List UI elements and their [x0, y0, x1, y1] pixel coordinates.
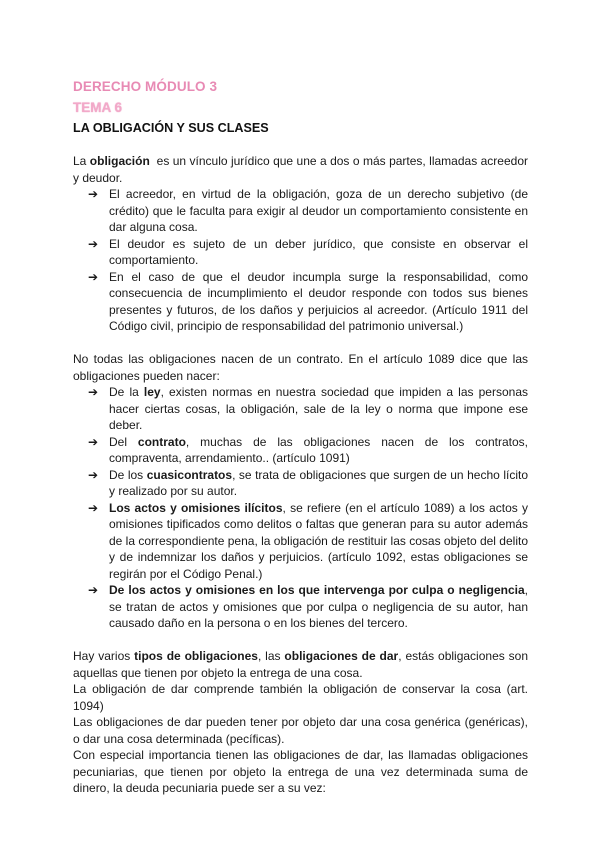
list-item: ➔ El deudor es sujeto de un deber jurídico, que consiste en observar el comportamiento. — [88, 236, 528, 267]
arrow-icon: ➔ — [88, 583, 99, 597]
types-paragraph: Hay varios tipos de obligaciones, las obligaciones de dar, estás obligaciones son aquellas que tienen por objeto la entrega de una cosa. — [73, 649, 528, 680]
paragraph: Con especial importancia tienen las obligaciones de dar, las llamadas obligaciones pecuniarias, que tienen por objeto la entrega de una vez determinada suma de dinero, la deuda pecuniaria puede ser a su vez: — [73, 748, 528, 795]
sources-intro-paragraph: No todas las obligaciones nacen de un contrato. En el artículo 1089 dice que las obligaciones pueden nacer: — [73, 352, 528, 383]
term-cuasicontratos: cuasicontratos — [146, 467, 233, 482]
list-item: ➔ Del contrato, muchas de las obligaciones nacen de los contratos, compraventa, arrendamiento.. (artículo 1091) — [88, 434, 528, 465]
list-item: ➔ De los cuasicontratos, se trata de obligaciones que surgen de un hecho lícito y realizado por su autor. — [88, 467, 528, 498]
sources-list — [73, 384, 528, 632]
term-contrato: contrato — [137, 434, 186, 449]
paragraph: La obligación de dar comprende también la obligación de conservar la cosa (art. 1094) — [73, 682, 528, 713]
list-item: ➔ Los actos y omisiones ilícitos, se refiere (en el artículo 1089) a los actos y omisiones tipificados como delitos o faltas que generan para su autor además de la correspondiente pena, la obligación de restituir las cosas objeto del delito y de indemnizar los daños y perjuicios. (artículo 1092, estas obligaciones se regirán por el Código Penal.) — [88, 500, 528, 581]
page-title: LA OBLIGACIÓN Y SUS CLASES — [73, 121, 269, 135]
list-item: ➔ El acreedor, en virtud de la obligación, goza de un derecho subjetivo (de crédito) que le faculta para exigir al deudor un comportamiento consistente en dar alguna cosa. — [88, 187, 528, 234]
arrow-icon: ➔ — [88, 434, 99, 449]
course-heading: DERECHO MÓDULO 3 — [73, 79, 218, 94]
list-item: ➔ De la ley, existen normas en nuestra sociedad que impiden a las personas hacer ciertas cosas, la obligación, sale de la ley o norma que impone ese deber. — [88, 385, 528, 432]
term-obligaciones-dar: obligaciones de dar — [284, 649, 399, 663]
arrow-icon: ➔ — [88, 467, 99, 482]
term-tipos-obligaciones: tipos de obligaciones — [134, 649, 258, 663]
term-actos-ilicitos: Los actos y omisiones ilícitos — [109, 500, 283, 515]
arrow-icon: ➔ — [88, 269, 99, 284]
arrow-icon: ➔ — [88, 500, 99, 515]
document-body — [73, 153, 528, 797]
arrow-icon: ➔ — [88, 187, 99, 201]
term-obligacion: obligación — [89, 154, 150, 168]
arrow-icon: ➔ — [88, 385, 99, 399]
list-item: ➔ En el caso de que el deudor incumpla surge la responsabilidad, como consecuencia de incumplimiento el deudor responde con todos sus bienes presentes y futuros, de los daños y perjuicios al acreedor. (Artículo 1911 del Código civil, principio de responsabilidad del patrimonio universal.) — [88, 269, 528, 333]
intro-paragraph: La obligación es un vínculo jurídico que une a dos o más partes, llamadas acreedor y deudor. — [73, 154, 528, 185]
arrow-icon: ➔ — [88, 236, 99, 251]
term-ley: ley — [143, 385, 161, 399]
term-culpa-negligencia: De los actos y omisiones en los que intervenga por culpa o negligencia — [109, 583, 525, 597]
intro-list — [73, 186, 528, 335]
tema-heading: TEMA 6 — [73, 100, 123, 115]
list-item: ➔ De los actos y omisiones en los que intervenga por culpa o negligencia, se tratan de actos y omisiones que por culpa o negligencia de su autor, han causado daño en la persona o en los bienes del tercero. — [88, 583, 528, 630]
paragraph: Las obligaciones de dar pueden tener por objeto dar una cosa genérica (genéricas), o dar una cosa determinada (pecíficas). — [73, 715, 528, 746]
